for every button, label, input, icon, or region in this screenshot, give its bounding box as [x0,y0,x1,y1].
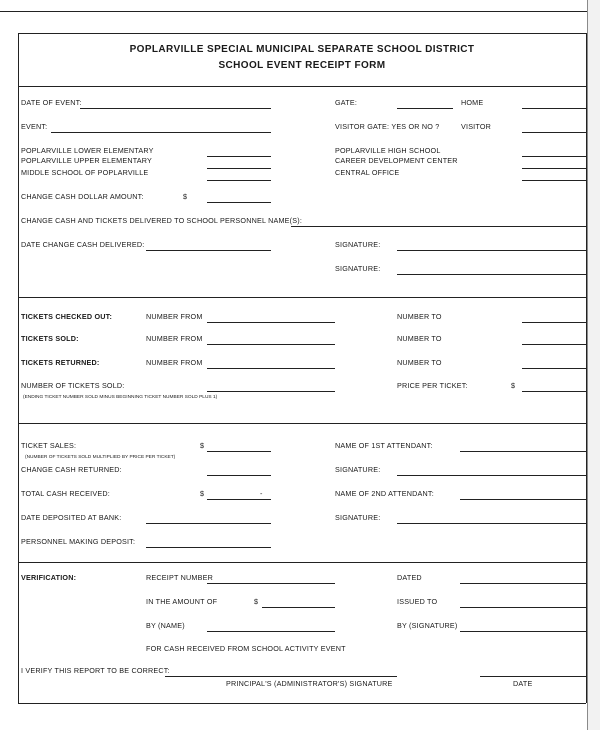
form-title-line2: SCHOOL EVENT RECEIPT FORM [218,60,386,71]
checked-out-number-from-label: NUMBER FROM [146,312,203,321]
event-field[interactable] [51,132,271,133]
ticket-sales-note: (NUMBER OF TICKETS SOLD MULTIPLIED BY PRICE PER TICKET) [25,455,176,460]
school-middle: MIDDLE SCHOOL OF POPLARVILLE [21,168,149,177]
section-divider-1 [18,297,586,298]
checked-out-to-field[interactable] [522,322,586,323]
section-divider-2 [18,423,586,424]
principal-date-field[interactable] [480,676,586,677]
tickets-sold-label: TICKETS SOLD: [21,334,79,343]
name-1st-attendant-field[interactable] [460,451,586,452]
issued-to-field[interactable] [460,607,586,608]
tickets-checked-out-label: TICKETS CHECKED OUT: [21,312,113,321]
total-cash-received-field[interactable] [207,499,271,500]
date-deposited-field[interactable] [146,523,271,524]
form-bottom-border [18,703,586,704]
career-development-center: CAREER DEVELOPMENT CENTER [335,156,458,165]
by-signature-label: BY (SIGNATURE) [397,621,458,630]
sold-from-field[interactable] [207,344,335,345]
verification-label: VERIFICATION: [21,573,77,582]
change-cash-amount-label: CHANGE CASH DOLLAR AMOUNT: [21,192,144,201]
date-change-cash-delivered-label: DATE CHANGE CASH DELIVERED: [21,240,145,249]
dated-label: DATED [397,573,422,582]
number-of-tickets-sold-field[interactable] [207,391,335,392]
amount-field[interactable] [262,607,335,608]
change-cash-dollar-sign: $ [183,192,188,201]
personnel-making-deposit-field[interactable] [146,547,271,548]
home-label: HOME [461,98,484,107]
signature-label-2: SIGNATURE: [335,264,381,273]
signature-field-4[interactable] [397,523,586,524]
receipt-number-field[interactable] [207,583,335,584]
change-cash-returned-field[interactable] [207,475,271,476]
signature-label-1: SIGNATURE: [335,240,381,249]
date-change-cash-delivered-field[interactable] [146,250,271,251]
returned-number-to-label: NUMBER TO [397,358,442,367]
date-deposited-label: DATE DEPOSITED AT BANK: [21,513,122,522]
home-field[interactable] [522,108,586,109]
school-lower-elementary-field[interactable] [207,156,271,157]
central-office: CENTRAL OFFICE [335,168,400,177]
form-left-border [18,33,19,703]
sold-number-to-label: NUMBER TO [397,334,442,343]
signature-field-2[interactable] [397,274,586,275]
central-office-field[interactable] [522,180,586,181]
gate-field[interactable] [397,108,453,109]
school-middle-field[interactable] [207,180,271,181]
ticket-sales-label: TICKET SALES: [21,441,77,450]
gate-label: GATE: [335,98,358,107]
school-lower-elementary: POPLARVILLE LOWER ELEMENTARY [21,146,154,155]
in-the-amount-of-label: IN THE AMOUNT OF [146,597,218,606]
checked-out-number-to-label: NUMBER TO [397,312,442,321]
career-development-field[interactable] [522,168,586,169]
by-name-label: BY (NAME) [146,621,185,630]
returned-from-field[interactable] [207,368,335,369]
ticket-sales-field[interactable] [207,451,271,452]
sold-number-from-label: NUMBER FROM [146,334,203,343]
signature-field-3[interactable] [397,475,586,476]
amount-dollar-sign: $ [254,597,259,606]
signature-label-4: SIGNATURE: [335,513,381,522]
price-per-ticket-field[interactable] [522,391,586,392]
ticket-sales-dollar-sign: $ [200,441,205,450]
date-caption: DATE [513,679,533,688]
principal-signature-caption: PRINCIPAL'S (ADMINISTRATOR'S) SIGNATURE [226,679,393,688]
visitor-field[interactable] [522,132,586,133]
principal-signature-field[interactable] [165,676,397,677]
section-divider-3 [18,562,586,563]
total-cash-received-label: TOTAL CASH RECEIVED: [21,489,110,498]
tickets-returned-label: TICKETS RETURNED: [21,358,100,367]
school-high-field[interactable] [522,156,586,157]
school-upper-elementary: POPLARVILLE UPPER ELEMENTARY [21,156,153,165]
personnel-name-field[interactable] [291,226,586,227]
school-high: POPLARVILLE HIGH SCHOOL [335,146,441,155]
checked-out-from-field[interactable] [207,322,335,323]
top-page-rule [0,11,587,12]
number-of-tickets-sold-label: NUMBER OF TICKETS SOLD: [21,381,125,390]
form-title-line1: POPLARVILLE SPECIAL MUNICIPAL SEPARATE SCHOOL DISTRICT [129,44,475,55]
change-cash-amount-field[interactable] [207,202,271,203]
for-cash-received-label: FOR CASH RECEIVED FROM SCHOOL ACTIVITY EVENT [146,644,346,653]
header-divider [18,86,586,87]
total-cash-dash: - [260,489,263,498]
receipt-number-label: RECEIPT NUMBER [146,573,213,582]
by-signature-field[interactable] [460,631,586,632]
name-1st-attendant-label: NAME OF 1ST ATTENDANT: [335,441,433,450]
signature-label-3: SIGNATURE: [335,465,381,474]
dated-field[interactable] [460,583,586,584]
event-label: EVENT: [21,122,48,131]
form-top-border [18,33,586,34]
name-2nd-attendant-field[interactable] [460,499,586,500]
sold-to-field[interactable] [522,344,586,345]
returned-to-field[interactable] [522,368,586,369]
verify-report-label: I VERIFY THIS REPORT TO BE CORRECT: [21,666,170,675]
date-of-event-field[interactable] [80,108,271,109]
total-cash-dollar-sign: $ [200,489,205,498]
date-of-event-label: DATE OF EVENT: [21,98,82,107]
signature-field-1[interactable] [397,250,586,251]
form-right-border [586,33,587,703]
by-name-field[interactable] [207,631,335,632]
number-sold-note: (ENDING TICKET NUMBER SOLD MINUS BEGINNING TICKET NUMBER SOLD PLUS 1) [23,395,218,400]
school-upper-elementary-field[interactable] [207,168,271,169]
change-cash-returned-label: CHANGE CASH RETURNED: [21,465,122,474]
personnel-making-deposit-label: PERSONNEL MAKING DEPOSIT: [21,537,136,546]
price-dollar-sign: $ [511,381,516,390]
visitor-gate-label: VISITOR GATE: YES OR NO ? [335,122,440,131]
change-cash-delivered-to-label: CHANGE CASH AND TICKETS DELIVERED TO SCHOOL PERSONNEL NAME(S): [21,216,303,225]
visitor-label: VISITOR [461,122,492,131]
issued-to-label: ISSUED TO [397,597,438,606]
name-2nd-attendant-label: NAME OF 2ND ATTENDANT: [335,489,434,498]
price-per-ticket-label: PRICE PER TICKET: [397,381,468,390]
returned-number-from-label: NUMBER FROM [146,358,203,367]
